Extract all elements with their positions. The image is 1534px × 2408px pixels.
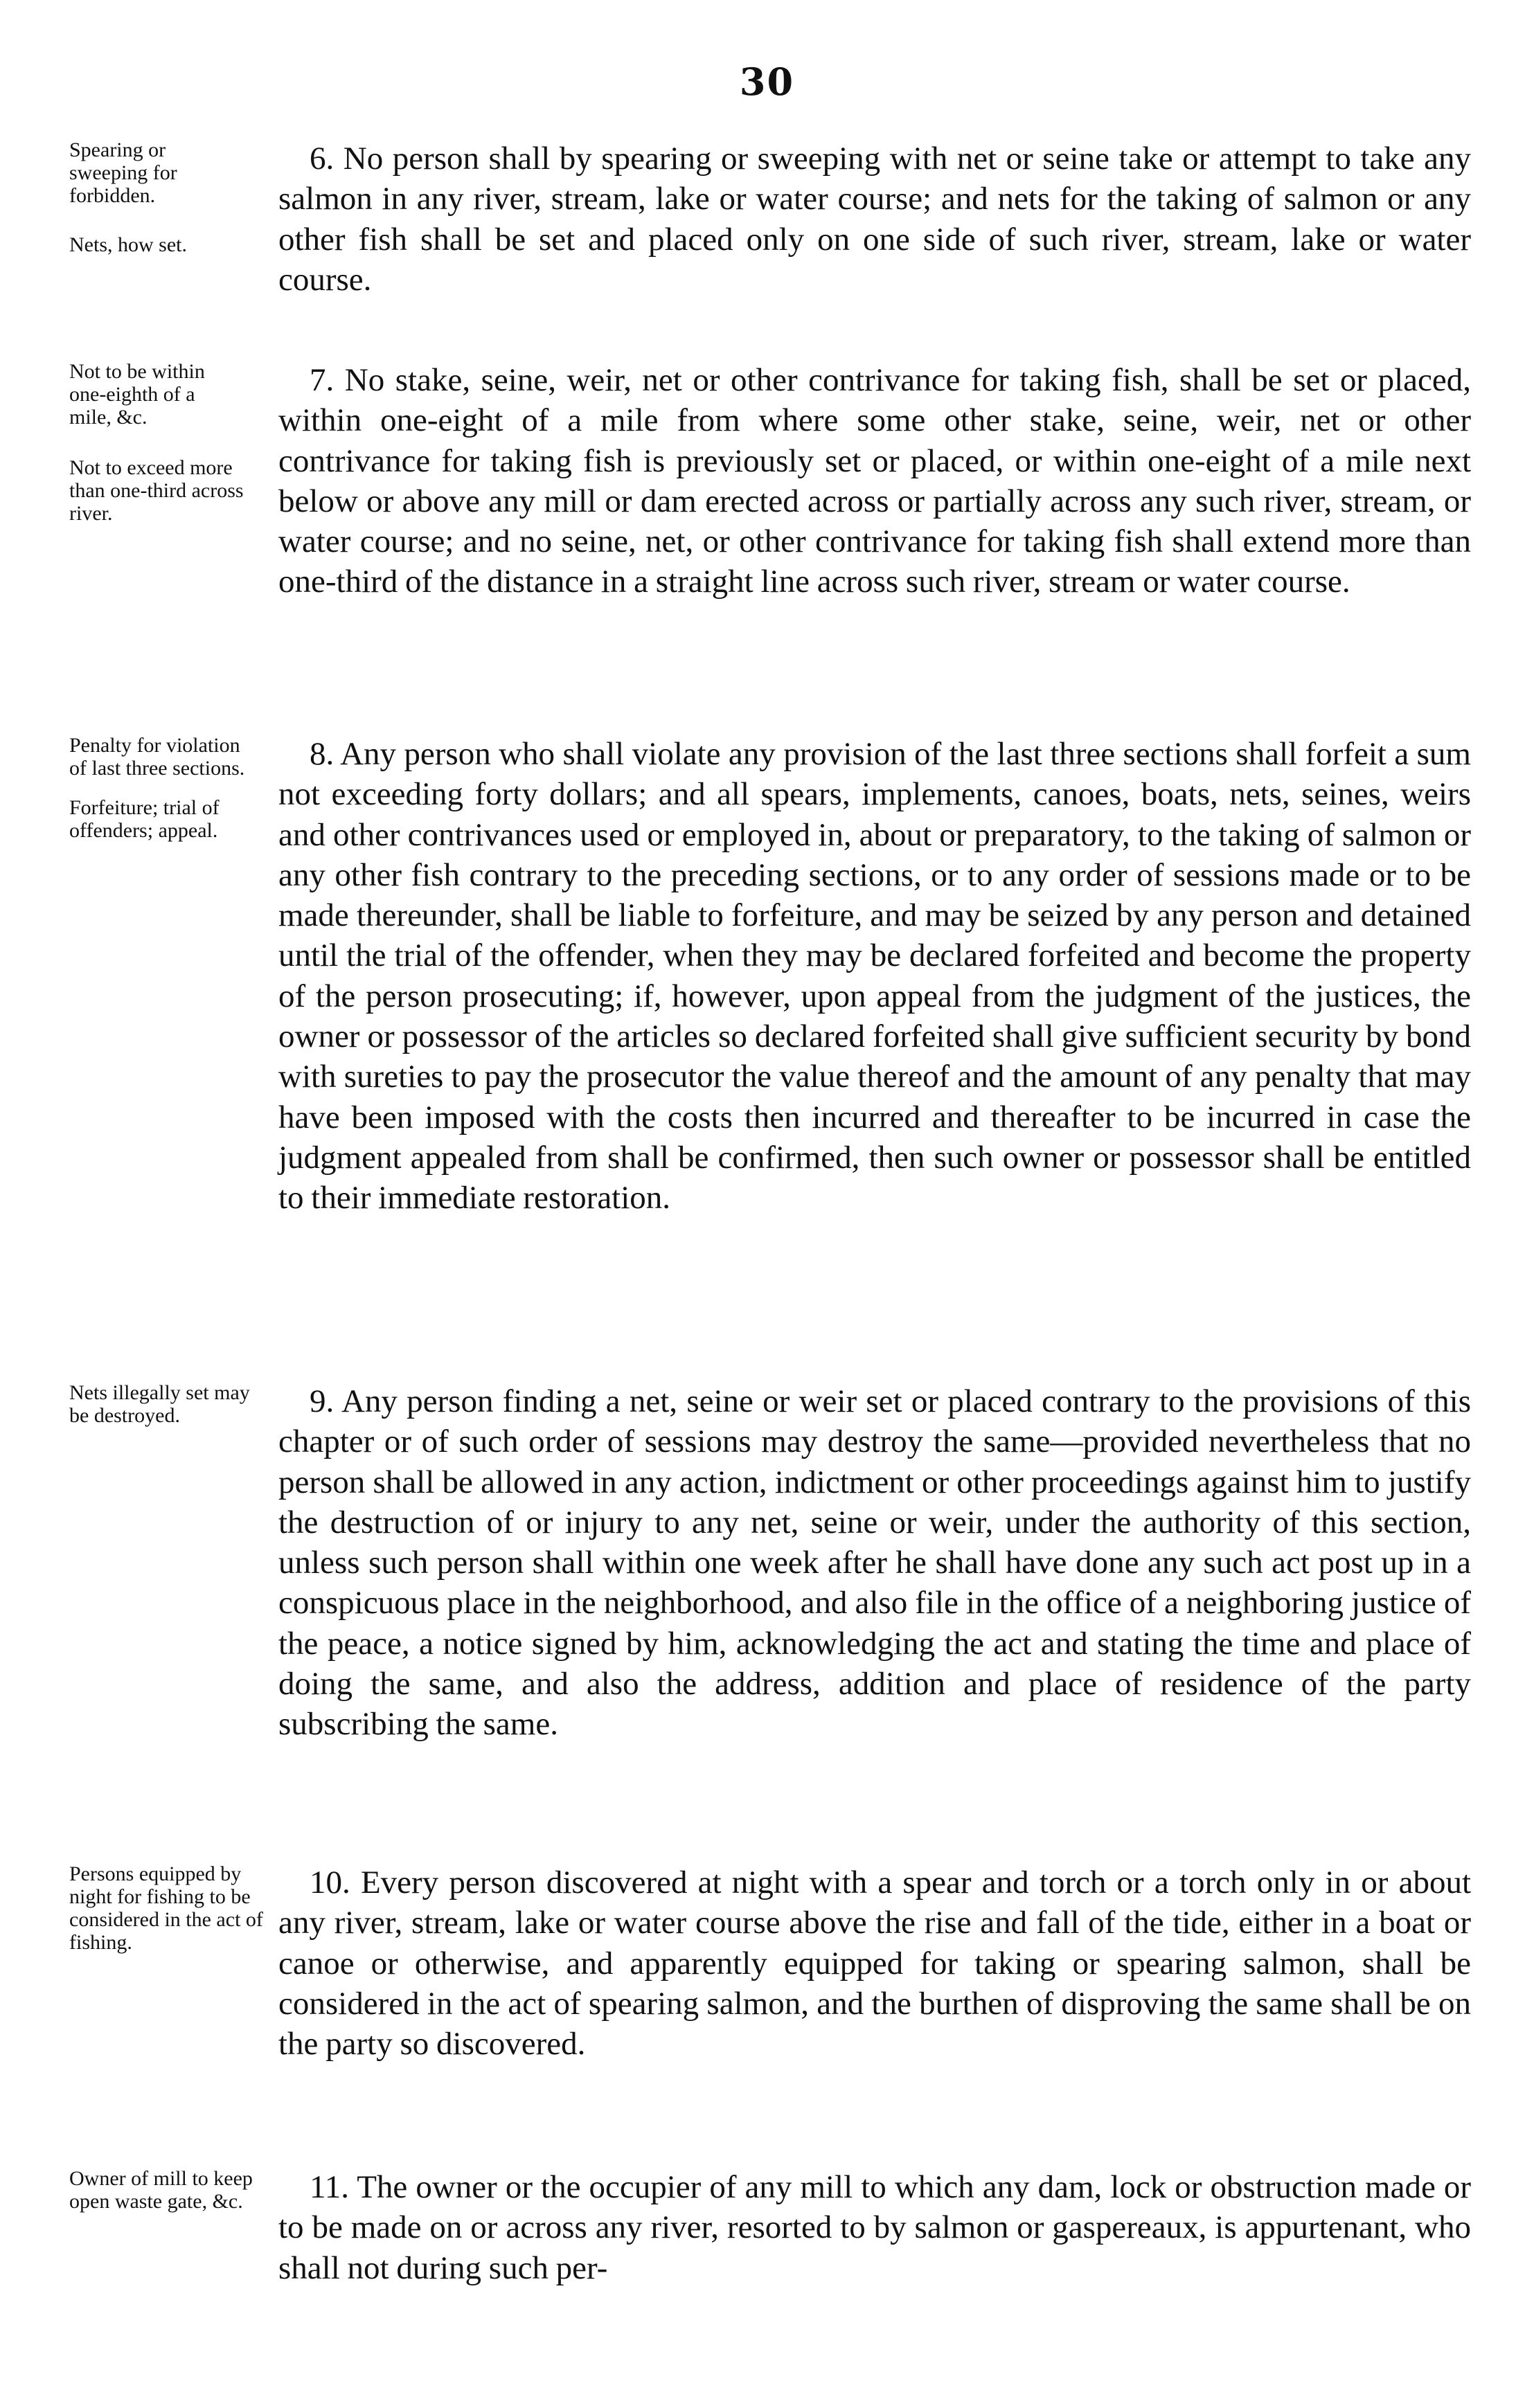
margin-note: Penalty for violation of last three sections.	[69, 734, 245, 780]
section-number: 11.	[310, 2169, 350, 2205]
paragraph	[278, 138, 1471, 300]
margin-note: Nets, how set.	[69, 233, 187, 256]
paragraph	[278, 360, 1471, 602]
margin-note: Owner of mill to keep open waste gate, &c.	[69, 2167, 253, 2213]
paragraph	[278, 2167, 1471, 2288]
paragraph	[278, 1862, 1471, 2064]
margin-note: Persons equipped by night for fishing to be considered in the act of fishing.	[69, 1862, 263, 1954]
section-number: 10.	[310, 1865, 350, 1901]
section-body	[278, 1381, 1471, 1745]
section-text: No person shall by spearing or sweeping with net or seine take or attempt to take any salmon in any river, stream, lake or water course; and nets for the taking of salmon or any other fish shall be set and placed only on one side of such river, stream, lake or water course.	[278, 141, 1472, 298]
margin-note: Not to be within one-eighth of a mile, &c.	[69, 360, 205, 429]
section-body	[278, 734, 1471, 1219]
section-number: 6.	[310, 141, 335, 177]
section-body	[278, 1862, 1471, 2064]
margin-notes	[69, 1381, 270, 1444]
page-number: 30	[739, 60, 795, 104]
section-text: The owner or the occupier of any mill to which any dam, lock or obstruction made or to be made on or across any river, resorted to by salmon or gaspereaux, is appurtenant, who shall not during such per-	[278, 2169, 1471, 2286]
section-number: 7.	[310, 362, 335, 398]
margin-notes	[69, 138, 270, 273]
paragraph	[278, 734, 1471, 1219]
margin-note: Forfeiture; trial of offenders; appeal.	[69, 796, 220, 842]
section-text: No stake, seine, weir, net or other contrivance for taking fish, shall be set or placed, within one-eight of a mile from where some other stake, seine, weir, net or other contrivance for taking fish is previously set or placed, or within one-eight of a mile next below or above any mill or dam erected across or partially across any such river, stream, or water course; and no seine, net, or other contrivance for taking fish shall extend more than one-third of the distance in a straight line across such river, stream or water course.	[278, 362, 1472, 600]
margin-note: Spearing or sweeping for forbidden.	[69, 138, 177, 207]
section-text: Any person finding a net, seine or weir set or placed contrary to the provisions of this chapter or of such order of sessions may destroy the same—provided nevertheless that no person shall be allowed in any action, indictment or other proceedings against him to justify the destruction of or injury to any net, seine or weir, under the authority of this section, unless such person shall within one week after he shall have done any such act post up in a conspicuous place in the neighborhood, and also file in the office of a neighboring justice of the peace, a notice signed by him, acknowledging the act and stating the time and place of doing the same, and also the address, addition and place of residence of the party subscribing the same.	[278, 1383, 1471, 1743]
margin-notes	[69, 734, 270, 859]
margin-notes	[69, 1862, 270, 1970]
margin-note: Not to exceed more than one-third across river.	[69, 456, 244, 525]
section-body	[278, 138, 1471, 300]
section-number: 8.	[310, 736, 335, 772]
section-body	[278, 2167, 1471, 2288]
margin-note: Nets illegally set may be destroyed.	[69, 1381, 250, 1427]
section-number: 9.	[310, 1383, 335, 1419]
section-text: Any person who shall violate any provision of the last three sections shall forfeit a sum not exceeding forty dollars; and all spears, implements, canoes, boats, nets, seines, weirs and other contrivances used or employed in, about or preparatory, to the taking of salmon or any other fish contrary to the preceding sections, or to any order of sessions made or to be made thereunder, shall be liable to forfeiture, and may be seized by any person and detained until the trial of the offender, when they may be declared forfeited and become the property of the person prosecuting; if, however, upon appeal from the judgment of the justices, the owner or possessor of the articles so declared forfeited shall give sufficient security by bond with sureties to pay the prosecutor the value thereof and the amount of any penalty that may have been imposed with the costs then incurred and thereafter to be incurred in case the judgment appealed from shall be confirmed, then such owner or possessor shall be entitled to their immediate restoration.	[278, 736, 1471, 1216]
section-body	[278, 360, 1471, 602]
margin-notes	[69, 360, 270, 541]
margin-notes	[69, 2167, 270, 2229]
paragraph	[278, 1381, 1471, 1745]
section-text: Every person discovered at night with a spear and torch or a torch only in or about any river, stream, lake or water course above the rise and fall of the tide, either in a boat or canoe or otherwise, and apparently equipped for taking or spearing salmon, shall be considered in the act of spearing salmon, and the burthen of disproving the same shall be on the party so discovered.	[278, 1865, 1471, 2063]
